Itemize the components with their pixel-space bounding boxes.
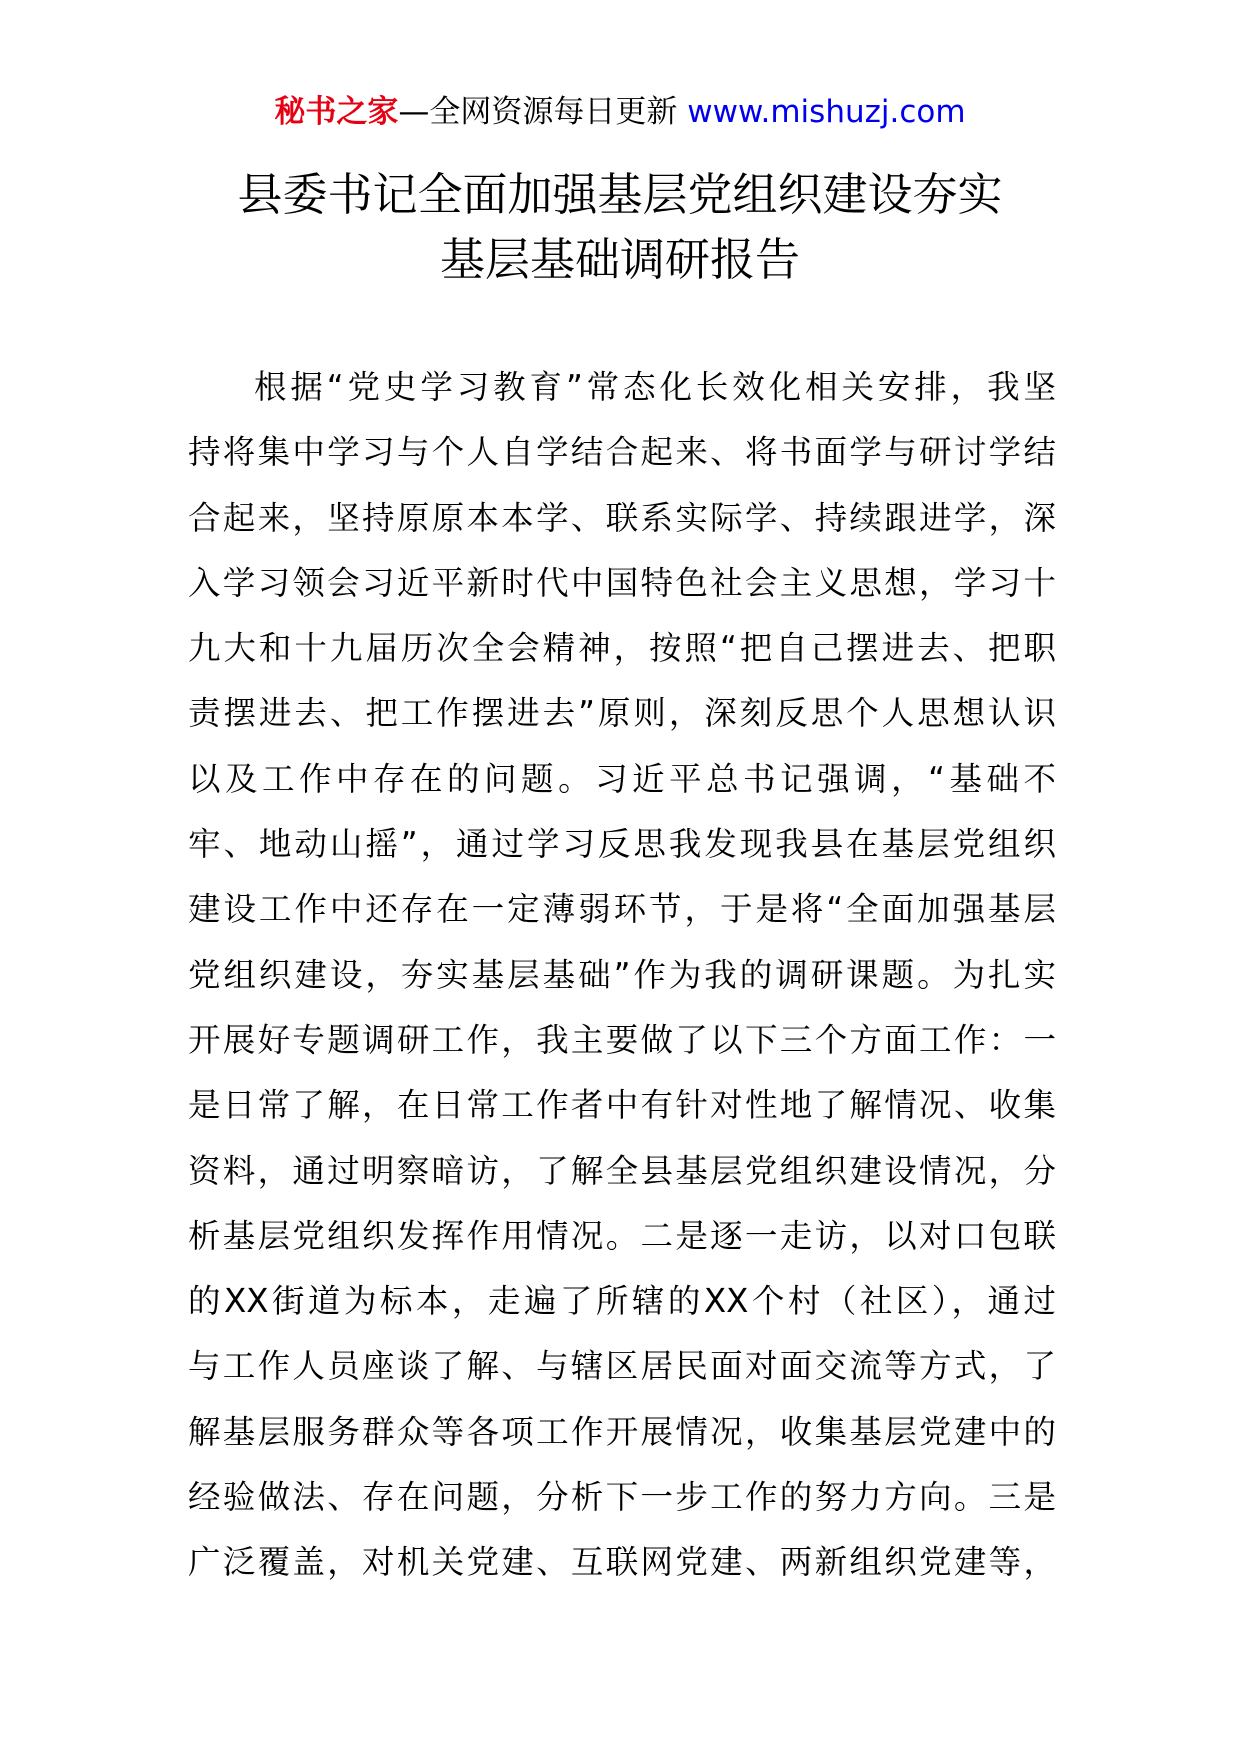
paragraph-line: 建设工作中还存在一定薄弱环节，于是将“全面加强基层	[188, 890, 1056, 929]
paragraph-line: 开展好专题调研工作，我主要做了以下三个方面工作：一	[188, 1020, 1056, 1059]
brand-name: 秘书之家	[274, 94, 399, 130]
site-url-link[interactable]: www.mishuzj.com	[687, 94, 966, 130]
paragraph-line: 与工作人员座谈了解、与辖区居民面对面交流等方式，了	[188, 1347, 1056, 1386]
paragraph-line: 党组织建设，夯实基层基础”作为我的调研课题。为扎实	[188, 955, 1056, 994]
site-header	[0, 92, 1240, 132]
paragraph-line: 广泛覆盖，对机关党建、互联网党建、两新组织党建等，	[188, 1543, 1056, 1582]
paragraph-line: 以及工作中存在的问题。习近平总书记强调，“基础不	[188, 759, 1056, 798]
paragraph-line: 责摆进去、把工作摆进去”原则，深刻反思个人思想认识	[188, 694, 1056, 733]
paragraph-line: 九大和十九届历次全会精神，按照“把自己摆进去、把职	[188, 629, 1056, 668]
document-title	[0, 162, 1240, 292]
title-line-1: 县委书记全面加强基层党组织建设夯实	[237, 168, 1003, 221]
paragraph-line: 的XX街道为标本，走遍了所辖的XX个村（社区），通过	[188, 1282, 1056, 1321]
paragraph-line: 经验做法、存在问题，分析下一步工作的努力方向。三是	[188, 1478, 1056, 1517]
paragraph-line: 合起来，坚持原原本本学、联系实际学、持续跟进学，深	[188, 498, 1056, 537]
paragraph-line: 是日常了解，在日常工作者中有针对性地了解情况、收集	[188, 1086, 1056, 1125]
paragraph-line: 持将集中学习与个人自学结合起来、将书面学与研讨学结	[188, 433, 1056, 472]
body-paragraph	[188, 355, 1056, 1596]
paragraph-line: 资料，通过明察暗访，了解全县基层党组织建设情况，分	[188, 1151, 1056, 1190]
paragraph-line: 根据“党史学习教育”常态化长效化相关安排，我坚	[254, 368, 1056, 406]
paragraph-line: 牢、地动山摇”，通过学习反思我发现我县在基层党组织	[188, 825, 1056, 864]
title-line-2: 基层基础调研报告	[439, 233, 800, 286]
paragraph-line: 析基层党组织发挥作用情况。二是逐一走访，以对口包联	[188, 1216, 1056, 1255]
paragraph-line: 解基层服务群众等各项工作开展情况，收集基层党建中的	[188, 1412, 1056, 1451]
paragraph-line: 入学习领会习近平新时代中国特色社会主义思想，学习十	[188, 563, 1056, 602]
header-tagline: —全网资源每日更新	[398, 94, 678, 130]
